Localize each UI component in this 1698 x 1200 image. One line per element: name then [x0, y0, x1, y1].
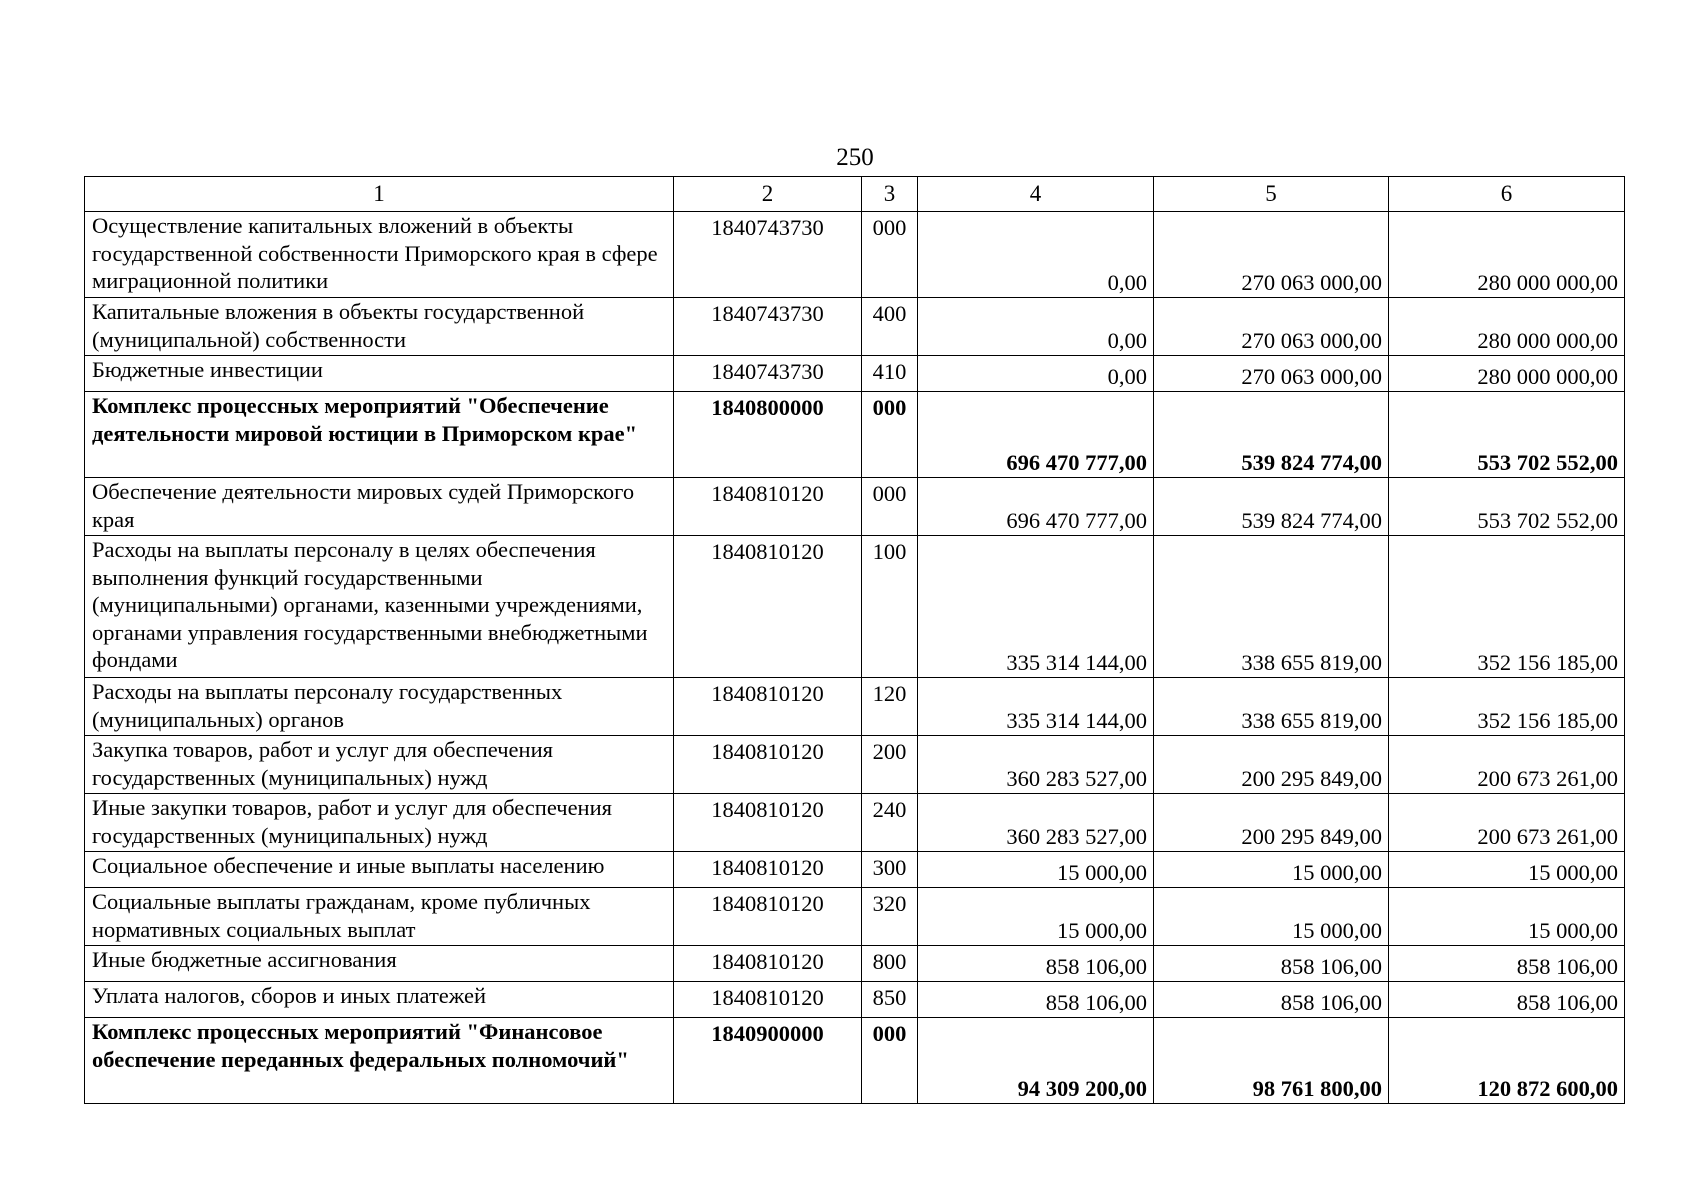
row-name: Расходы на выплаты персоналу государственных (муниципальных) органов	[85, 678, 674, 736]
row-code: 1840810120	[674, 478, 862, 536]
row-amount-col5: 338 655 819,00	[1154, 678, 1389, 736]
row-expense-type: 300	[862, 852, 918, 888]
header-col-2: 2	[674, 177, 862, 212]
row-amount-col4: 360 283 527,00	[918, 736, 1154, 794]
table-row	[85, 888, 1625, 946]
row-amount-col5: 338 655 819,00	[1154, 536, 1389, 678]
row-amount-col6: 553 702 552,00	[1389, 392, 1625, 478]
row-amount-col4: 335 314 144,00	[918, 678, 1154, 736]
row-amount-col5: 15 000,00	[1154, 888, 1389, 946]
row-amount-col6: 858 106,00	[1389, 946, 1625, 982]
row-amount-col5: 858 106,00	[1154, 982, 1389, 1018]
row-amount-col4: 15 000,00	[918, 852, 1154, 888]
row-amount-col6: 280 000 000,00	[1389, 298, 1625, 356]
row-expense-type: 000	[862, 478, 918, 536]
row-expense-type: 000	[862, 392, 918, 478]
row-name: Обеспечение деятельности мировых судей Приморского края	[85, 478, 674, 536]
row-amount-col6: 200 673 261,00	[1389, 794, 1625, 852]
row-code: 1840810120	[674, 852, 862, 888]
table-row	[85, 356, 1625, 392]
row-amount-col6: 15 000,00	[1389, 852, 1625, 888]
row-code: 1840743730	[674, 212, 862, 298]
row-amount-col6: 858 106,00	[1389, 982, 1625, 1018]
row-code: 1840810120	[674, 536, 862, 678]
row-name: Уплата налогов, сборов и иных платежей	[85, 982, 674, 1018]
row-amount-col5: 200 295 849,00	[1154, 794, 1389, 852]
row-expense-type: 800	[862, 946, 918, 982]
table-row	[85, 212, 1625, 298]
header-col-1: 1	[85, 177, 674, 212]
header-col-6: 6	[1389, 177, 1625, 212]
row-expense-type: 240	[862, 794, 918, 852]
row-amount-col5: 270 063 000,00	[1154, 298, 1389, 356]
row-amount-col6: 200 673 261,00	[1389, 736, 1625, 794]
row-amount-col5: 15 000,00	[1154, 852, 1389, 888]
row-name: Осуществление капитальных вложений в объекты государственной собственности Приморского края в сфере миграционной политики	[85, 212, 674, 298]
row-code: 1840810120	[674, 794, 862, 852]
row-amount-col4: 858 106,00	[918, 946, 1154, 982]
table-row	[85, 1018, 1625, 1104]
row-amount-col6: 120 872 600,00	[1389, 1018, 1625, 1104]
row-name: Иные бюджетные ассигнования	[85, 946, 674, 982]
row-name: Комплекс процессных мероприятий "Финансовое обеспечение переданных федеральных полномочий"	[85, 1018, 674, 1104]
row-amount-col6: 280 000 000,00	[1389, 356, 1625, 392]
row-expense-type: 850	[862, 982, 918, 1018]
row-name: Закупка товаров, работ и услуг для обеспечения государственных (муниципальных) нужд	[85, 736, 674, 794]
row-amount-col5: 539 824 774,00	[1154, 478, 1389, 536]
row-amount-col4: 0,00	[918, 212, 1154, 298]
table-row	[85, 478, 1625, 536]
row-amount-col5: 539 824 774,00	[1154, 392, 1389, 478]
row-name: Капитальные вложения в объекты государственной (муниципальной) собственности	[85, 298, 674, 356]
table-row	[85, 982, 1625, 1018]
row-amount-col4: 94 309 200,00	[918, 1018, 1154, 1104]
row-code: 1840743730	[674, 356, 862, 392]
row-name: Расходы на выплаты персоналу в целях обеспечения выполнения функций государственными (муниципальными) органами, казенными учреждениями, органами управления государственными внебюджетными фондами	[85, 536, 674, 678]
row-amount-col4: 0,00	[918, 298, 1154, 356]
row-code: 1840810120	[674, 982, 862, 1018]
row-expense-type: 320	[862, 888, 918, 946]
table-row	[85, 298, 1625, 356]
row-amount-col5: 98 761 800,00	[1154, 1018, 1389, 1104]
row-amount-col4: 696 470 777,00	[918, 478, 1154, 536]
row-expense-type: 200	[862, 736, 918, 794]
table-row	[85, 678, 1625, 736]
row-expense-type: 000	[862, 212, 918, 298]
row-amount-col4: 858 106,00	[918, 982, 1154, 1018]
table-row	[85, 392, 1625, 478]
row-name: Социальное обеспечение и иные выплаты населению	[85, 852, 674, 888]
page-number: 250	[836, 144, 874, 171]
row-amount-col4: 15 000,00	[918, 888, 1154, 946]
row-expense-type: 400	[862, 298, 918, 356]
budget-table	[84, 176, 1625, 1104]
header-col-5: 5	[1154, 177, 1389, 212]
table-row	[85, 946, 1625, 982]
row-code: 1840900000	[674, 1018, 862, 1104]
row-name: Социальные выплаты гражданам, кроме публичных нормативных социальных выплат	[85, 888, 674, 946]
row-code: 1840810120	[674, 946, 862, 982]
row-amount-col6: 352 156 185,00	[1389, 678, 1625, 736]
row-expense-type: 100	[862, 536, 918, 678]
table-row	[85, 736, 1625, 794]
row-amount-col4: 360 283 527,00	[918, 794, 1154, 852]
row-name: Комплекс процессных мероприятий "Обеспечение деятельности мировой юстиции в Приморском крае"	[85, 392, 674, 478]
row-amount-col5: 200 295 849,00	[1154, 736, 1389, 794]
row-amount-col6: 280 000 000,00	[1389, 212, 1625, 298]
table-row	[85, 536, 1625, 678]
header-col-3: 3	[862, 177, 918, 212]
row-name: Бюджетные инвестиции	[85, 356, 674, 392]
row-expense-type: 120	[862, 678, 918, 736]
header-col-4: 4	[918, 177, 1154, 212]
row-code: 1840800000	[674, 392, 862, 478]
table-row	[85, 852, 1625, 888]
row-amount-col6: 352 156 185,00	[1389, 536, 1625, 678]
row-expense-type: 410	[862, 356, 918, 392]
row-amount-col5: 858 106,00	[1154, 946, 1389, 982]
row-amount-col4: 696 470 777,00	[918, 392, 1154, 478]
row-code: 1840810120	[674, 888, 862, 946]
table-row	[85, 794, 1625, 852]
row-amount-col5: 270 063 000,00	[1154, 212, 1389, 298]
row-code: 1840810120	[674, 736, 862, 794]
row-name: Иные закупки товаров, работ и услуг для обеспечения государственных (муниципальных) нужд	[85, 794, 674, 852]
row-expense-type: 000	[862, 1018, 918, 1104]
row-amount-col4: 335 314 144,00	[918, 536, 1154, 678]
row-code: 1840810120	[674, 678, 862, 736]
row-amount-col6: 553 702 552,00	[1389, 478, 1625, 536]
row-amount-col6: 15 000,00	[1389, 888, 1625, 946]
table-header-row	[85, 177, 1625, 212]
row-amount-col5: 270 063 000,00	[1154, 356, 1389, 392]
row-code: 1840743730	[674, 298, 862, 356]
row-amount-col4: 0,00	[918, 356, 1154, 392]
